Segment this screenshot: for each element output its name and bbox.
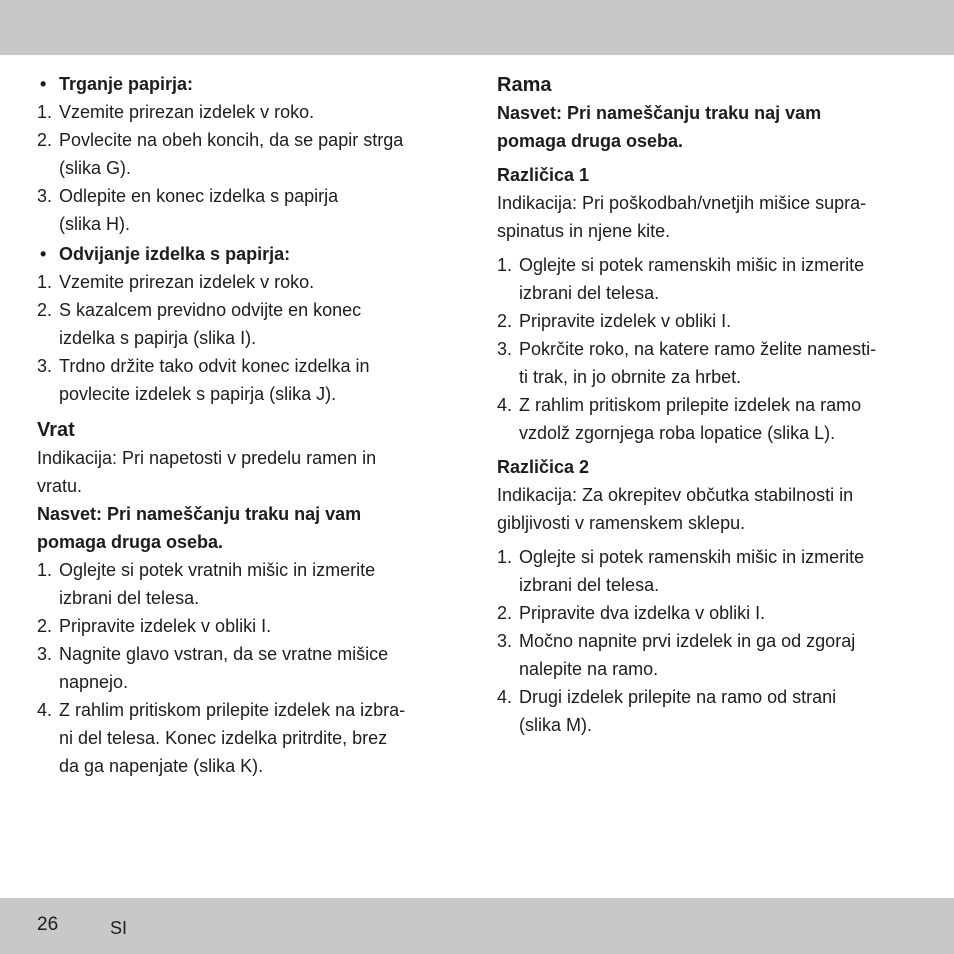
footer-bar [0,898,954,954]
language-code: SI [110,918,128,938]
list-item: 2. S kazalcem previdno odvijte en konec izdelka s papirja (slika I). [37,300,362,348]
indication-text: Indikacija: Pri poškodbah/vnetjih mišice supra- spinatus in njene kite. [497,193,867,241]
list-item: 1. Oglejte si potek vratnih mišic in izmerite izbrani del telesa. [37,560,376,608]
bullet-icon: • [40,74,47,94]
section-title-vrat: Vrat [37,419,75,441]
list-item: 2. Pripravite izdelek v obliki I. [497,311,732,331]
tip-text: Nasvet: Pri nameščanju traku naj vam pomaga druga oseba. [497,103,822,151]
list-item: 2. Pripravite izdelek v obliki I. [37,616,272,636]
list-item: 4. Z rahlim pritiskom prilepite izdelek na izbra- ni del telesa. Konec izdelka pritrdite, brez da ga napenjate (slika K). [37,700,406,776]
steps-variant-2 [497,543,917,739]
steps-variant-1 [497,251,917,447]
list-item: 3. Nagnite glavo vstran, da se vratne mišice napnejo. [37,644,389,692]
section-title-rama: Rama [497,74,552,96]
header-bar [0,0,954,55]
variant-title-1: Različica 1 [497,165,590,185]
heading-text: Trganje papirja: [59,74,194,94]
left-column [37,70,457,780]
steps-unwinding [37,268,457,408]
list-item: 1. Vzemite prirezan izdelek v roko. [37,102,315,122]
list-item: 3. Odlepite en konec izdelka s papirja (slika H). [37,186,339,234]
heading-text: Odvijanje izdelka s papirja: [59,244,291,264]
tip-text: Nasvet: Pri nameščanju traku naj vam pomaga druga oseba. [37,504,362,552]
bullet-heading-unwinding [37,240,457,268]
list-item: 3. Pokrčite roko, na katere ramo želite namesti- ti trak, in jo obrnite za hrbet. [497,339,877,387]
indication-text: Indikacija: Za okrepitev občutka stabilnosti in gibljivosti v ramenskem sklepu. [497,485,854,533]
bullet-heading-tearing [37,70,457,98]
list-item: 1. Oglejte si potek ramenskih mišic in izmerite izbrani del telesa. [497,547,865,595]
list-item: 2. Povlecite na obeh koncih, da se papir strga (slika G). [37,130,404,178]
list-item: 1. Oglejte si potek ramenskih mišic in izmerite izbrani del telesa. [497,255,865,303]
list-item: 3. Trdno držite tako odvit konec izdelka in povlecite izdelek s papirja (slika J). [37,356,370,404]
steps-vrat [37,556,457,780]
list-item: 3. Močno napnite prvi izdelek in ga od zgoraj nalepite na ramo. [497,631,856,679]
list-item: 4. Drugi izdelek prilepite na ramo od strani (slika M). [497,687,837,735]
page-number: 26 [37,914,59,935]
bullet-icon: • [40,244,47,264]
list-item: 4. Z rahlim pritiskom prilepite izdelek na ramo vzdolž zgornjega roba lopatice (slika L). [497,395,862,443]
right-column [497,71,917,739]
steps-tearing [37,98,457,238]
indication-text: Indikacija: Pri napetosti v predelu ramen in vratu. [37,448,377,496]
list-item: 1. Vzemite prirezan izdelek v roko. [37,272,315,292]
variant-title-2: Različica 2 [497,457,590,477]
list-item: 2. Pripravite dva izdelka v obliki I. [497,603,766,623]
